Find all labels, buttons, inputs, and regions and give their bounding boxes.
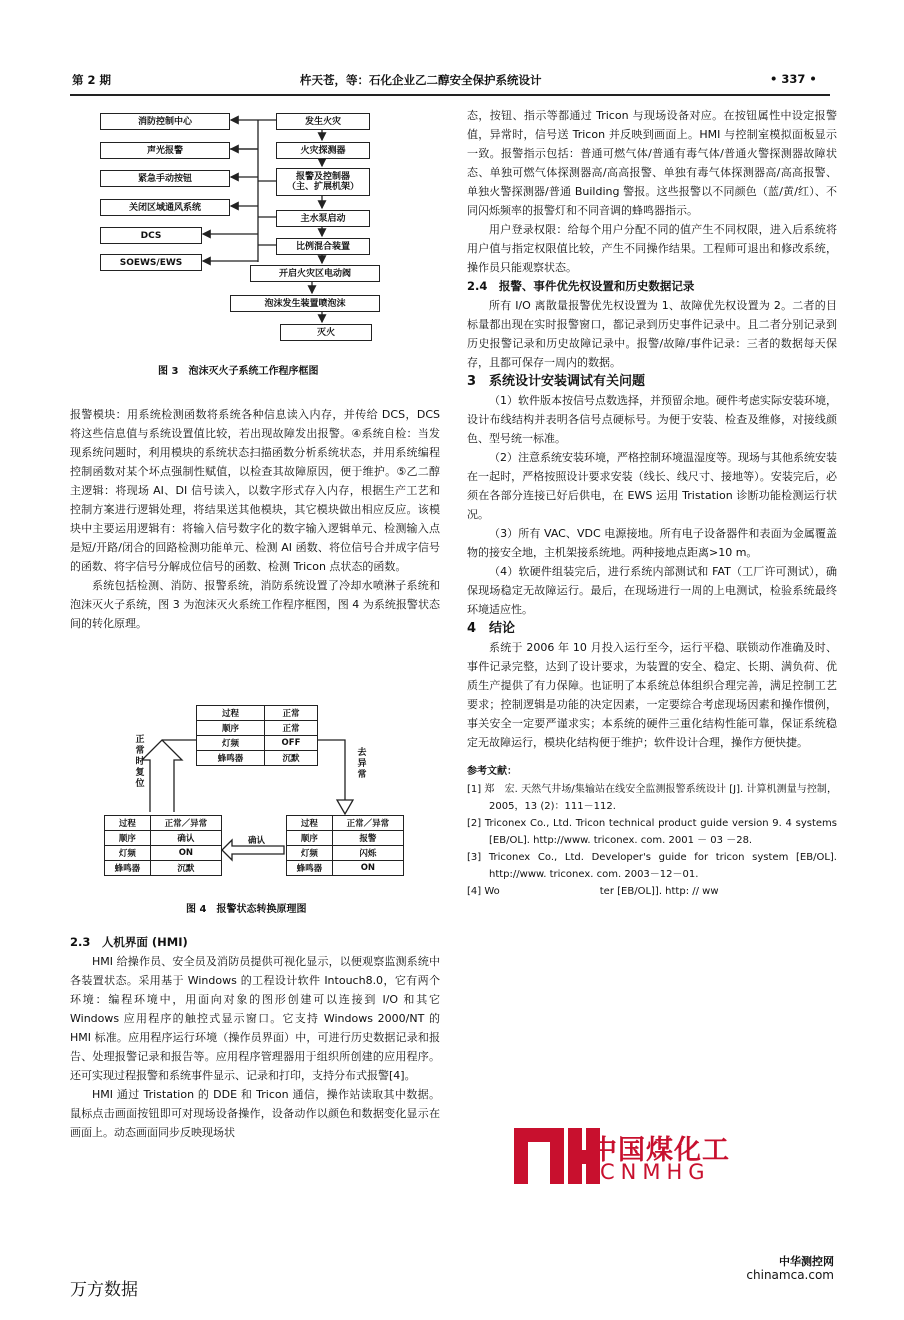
- left-paragraph-4: HMI 通过 Tristation 的 DDE 和 Tricon 通信，操作站读取其中数据。鼠标点击画面按钮即可对现场设备操作，设备动作以颜色和数据变化显示在画面上。动态画面同步反映现场状: [70, 1088, 440, 1139]
- fig3-box-emergency-button: 紧急手动按钮: [100, 170, 230, 187]
- fig4-right-cell: 正常／异常: [332, 816, 403, 831]
- fig3-box-main-pump: 主水泵启动: [276, 210, 370, 227]
- fig4-right-cell: 报警: [332, 831, 403, 846]
- fig4-top-cell: 正常: [264, 721, 317, 736]
- running-title: 杵天苍，等：石化企业乙二醇安全保护系统设计: [300, 73, 542, 87]
- right-paragraph-8: 系统于 2006 年 10 月投入运行至今，运行平稳、联锁动作准确及时、事件记录完整，达到了设计要求，为装置的安全、稳定、长期、满负荷、优质生产提供了有力保障。也证明了本系统总体组织合理完善，满足控制工艺要求；控制逻辑是功能的决定因素，一定要综合考虑现场因素和操作惯例，事关安全一定要严谨求实；本系统的硬件三重化结构性能可靠，保证系统稳定无故障运行，模块化结构便于维护；软件设计合理，操作方便快捷。: [467, 641, 837, 749]
- fig3-box-soews: SOEWS/EWS: [100, 254, 202, 271]
- section-2-3-heading: 2.3 人机界面 (HMI): [70, 935, 188, 949]
- fig4-right-cell: 蜂鸣器: [287, 861, 333, 876]
- figure-3-caption: 图 3 泡沫灭火子系统工作程序框图: [158, 366, 319, 377]
- fig4-top-cell: 过程: [197, 706, 265, 721]
- reference-item: [3] Triconex Co., Ltd. Developer's guide for tricon system [EB/OL]. http://www. triconex. com. 2003－12－01.: [467, 852, 837, 880]
- left-column-bottom: [70, 933, 440, 1142]
- fig4-label-reset: 正常时复位: [135, 735, 145, 789]
- fig3-box-dcs: DCS: [100, 227, 202, 244]
- page-number: • 337 •: [770, 72, 817, 86]
- fig3-box-close-ventilation: 关闭区域通风系统: [100, 199, 230, 216]
- right-paragraph-5: （2）注意系统安装环境，严格控制环境温湿度等。现场与其他系统安装在一起时，严格按照设计要求安装（线长、线尺寸、接地等）。安装完后，必须在各部分连接已好后供电，在 EWS 运用 Tristation 诊断功能检测运行状况。: [467, 451, 837, 521]
- watermark-cn-text: 中国煤化工: [590, 1135, 730, 1166]
- watermark-en-text: CNMHG: [600, 1160, 711, 1184]
- fig4-label-confirm: 确认: [248, 836, 266, 846]
- reference-item: [2] Triconex Co., Ltd. Tricon technical product guide version 9. 4 systems [EB/OL]. http://www. triconex. com. 2001 － 03 －28.: [467, 818, 837, 846]
- fig3-box-fire-occurs: 发生火灾: [276, 113, 370, 130]
- fig4-right-cell: ON: [332, 861, 403, 876]
- fig4-top-cell: 沉默: [264, 751, 317, 766]
- footer-source: 万方数据: [70, 1280, 138, 1300]
- fig4-top-cell: 顺序: [197, 721, 265, 736]
- left-paragraph-1: 报警模块：用系统检测函数将系统各种信息读入内存，并传给 DCS，DCS 将这些信息值与系统设置值比较，若出现故障发出报警。④系统自检：当发现系统问题时，利用模块的系统状态扫描函数分析系统状态，并用系统编程控制函数对某个坏点强制性赋值，以检查其故障原因，便于维护。⑤乙二醇主逻辑：将现场 AI、DI 信号读入，以数字形式存入内存，根据生产工艺和控制方案进行逻辑处理，将结果送其他模块，其它模块做出相应反应。该模块中主要运用逻辑有：将输入信号数字化的数字输入逻辑单元、检测输入点是短/开路/闭合的回路检测功能单元、检测 AI 函数、将位信号合并成字信号的函数、将字信号分解成位信号的函数、检测 Tricon 点状态的函数。: [70, 408, 440, 573]
- figure-4-caption: 图 4 报警状态转换原理图: [186, 904, 307, 915]
- right-paragraph-6: （3）所有 VAC、VDC 电源接地。所有电子设备器件和表面为金属覆盖物的接安全地，主机架接系统地。两种接地点距离>10 m。: [467, 527, 837, 559]
- reference-item: [4] Wo ter [EB/OL]]. http: // ww: [467, 886, 719, 897]
- fig4-label-to-abnormal: 去异常: [357, 748, 367, 780]
- section-4-heading: 4 结论: [467, 621, 516, 636]
- fig3-box-foam-generator: 泡沫发生装置喷泡沫: [230, 295, 380, 312]
- fig3-box-mixing-device: 比例混合装置: [276, 238, 370, 255]
- fig4-left-cell: 沉默: [150, 861, 221, 876]
- references-title: 参考文献：: [467, 766, 517, 777]
- fig4-right-cell: 灯频: [287, 846, 333, 861]
- right-paragraph-3: 所有 I/O 离散量报警优先权设置为 1、故障优先权设置为 2。二者的目标量都出现在实时报警窗口，都记录到历史事件记录中。且二者分别记录到历史报警记录和历史故障记录中。报警/故障/事件记录：三者的数据每天保存，且都可保存一周内的数据。: [467, 299, 837, 369]
- reference-item: [1] 郑 宏. 天然气井场/集输站在线安全监测报警系统设计 [J]. 计算机测量与控制，2005，13 (2)：111－112.: [467, 784, 837, 812]
- footer-site-name: 中华测控网: [779, 1255, 834, 1268]
- section-2-4-heading: 2.4 报警、事件优先权设置和历史数据记录: [467, 279, 695, 293]
- right-paragraph-2: 用户登录权限：给每个用户分配不同的值产生不同权限，进入后系统将用户值与指定权限值比较，产生不同操作结果。工程师可退出和修改系统，操作员只能观察状态。: [467, 223, 837, 274]
- fig3-controller-label: 报警及控制器: [295, 172, 350, 182]
- fig4-top-cell: OFF: [264, 736, 317, 751]
- fig4-left-cell: ON: [150, 846, 221, 861]
- fig4-left-cell: 蜂鸣器: [105, 861, 151, 876]
- left-paragraph-3: HMI 给操作员、安全员及消防员提供可视化显示，以便观察监测系统中各装置状态。采用基于 Windows 的工程设计软件 Intouch8.0，它有两个环境：编程环境中，用面向对象的图形创建可以连接到 I/O 和其它 Windows 应用程序的触控式显示窗口。它支持 Windows 2000/NT 的 HMI 标准。应用程序运行环境（操作员界面）中，可进行历史数据记录和报告、处理报警记录和报告等。应用程序管理器用于组织所创建的应用程序。还可实现过程报警和系统事件显示、记录和打印，支持分布式报警[4]。: [70, 955, 440, 1082]
- issue-number: 第 2 期: [72, 73, 112, 87]
- fig4-left-cell: 确认: [150, 831, 221, 846]
- fig4-left-cell: 过程: [105, 816, 151, 831]
- fig4-right-cell: 顺序: [287, 831, 333, 846]
- fig3-box-extinguish: 灭火: [280, 324, 372, 341]
- fig4-top-cell: 蜂鸣器: [197, 751, 265, 766]
- fig4-top-cell: 正常: [264, 706, 317, 721]
- right-paragraph-7: （4）软硬件组装完后，进行系统内部测试和 FAT（工厂许可测试），确保现场稳定无故障运行。最后，在现场进行一周的上电测试，检验系统最终环境适应性。: [467, 565, 837, 616]
- fig4-left-cell: 正常／异常: [150, 816, 221, 831]
- fig3-box-sound-light-alarm: 声光报警: [100, 142, 230, 159]
- right-column: [467, 106, 837, 900]
- right-paragraph-1: 态，按钮、指示等都通过 Tricon 与现场设备对应。在按钮属性中设定报警值，异常时，信号送 Tricon 并反映到画面上。HMI 与控制室模拟面板显示一致。报警指示包括：普通可燃气体/普通有毒气体/普通火警探测器故障状态、单独可燃气体探测器高/高高报警、单独有毒气体探测器高/高高报警、单独火警探测器/普通 Building 警报。这些报警以不同颜色（蓝/黄/红）、不同闪烁频率的报警灯和不同音调的蜂鸣器指示。: [467, 109, 837, 217]
- footer-site-url: chinamca.com: [746, 1268, 834, 1282]
- right-paragraph-4: （1）软件版本按信号点数选择，并预留余地。硬件考虑实际安装环境，设计布线结构并表明各信号点硬标号。为便于安装、检查及维修，对接线颜色、型号统一标准。: [467, 394, 837, 445]
- fig3-box-open-valve: 开启火灾区电动阀: [250, 265, 380, 282]
- fig4-top-cell: 灯频: [197, 736, 265, 751]
- fig4-right-cell: 闪烁: [332, 846, 403, 861]
- fig4-left-cell: 顺序: [105, 831, 151, 846]
- fig4-right-cell: 过程: [287, 816, 333, 831]
- left-paragraph-2: 系统包括检测、消防、报警系统，消防系统设置了冷却水喷淋子系统和泡沫灭火子系统，图 3 为泡沫灭火系统工作程序框图，图 4 为系统报警状态间的转化原理。: [70, 579, 440, 630]
- fig3-controller-sublabel: （主、扩展机架）: [286, 182, 359, 192]
- fig3-box-fire-detector: 火灾探测器: [276, 142, 370, 159]
- section-3-heading: 3 系统设计安装调试有关问题: [467, 374, 646, 389]
- fig4-left-cell: 灯频: [105, 846, 151, 861]
- fig3-box-fire-control-center: 消防控制中心: [100, 113, 230, 130]
